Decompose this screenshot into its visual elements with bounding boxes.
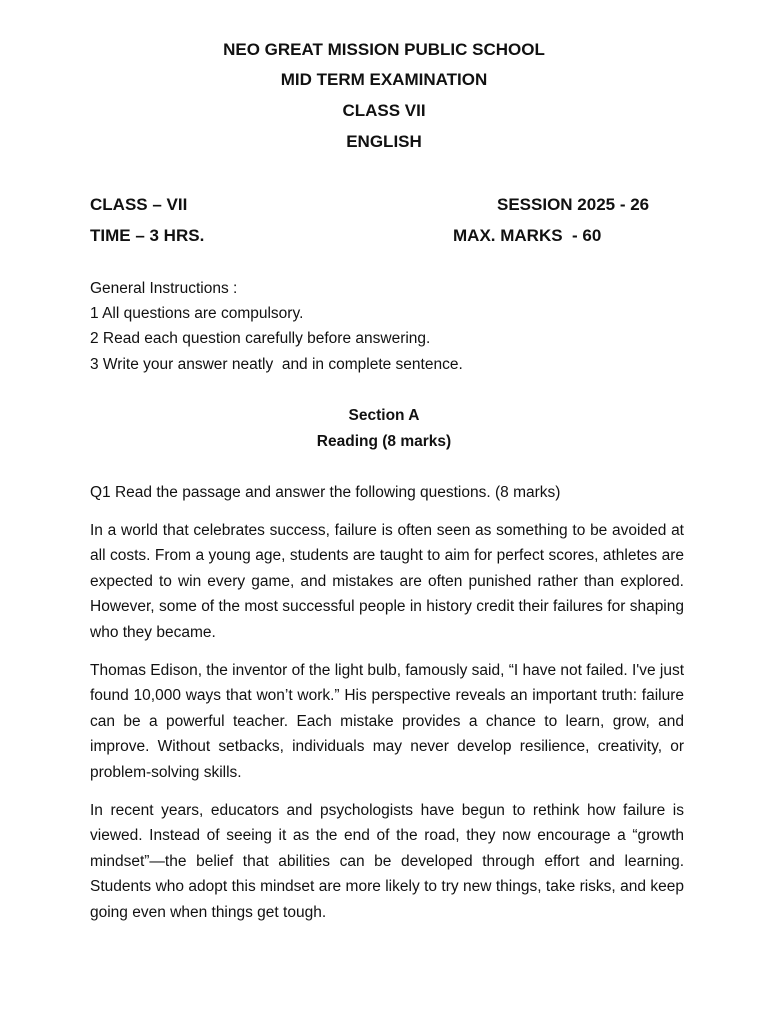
question-text: Q1 Read the passage and answer the following questions. (8 marks) xyxy=(90,484,561,501)
exam-title: MID TERM EXAMINATION xyxy=(280,70,488,89)
school-name: NEO GREAT MISSION PUBLIC SCHOOL xyxy=(223,40,545,59)
passage-paragraph: Thomas Edison, the inventor of the light bulb, famously said, “I have not failed. I've just found 10,000 ways that won’t work.” His perspective reveals an important truth: failure can be a powerful teacher. Each mistake provides a chance to learn, grow, and improve. Without setbacks, individuals may never develop resilience, creativity, or problem-solving skills. xyxy=(90,662,685,781)
max-marks-label: MAX. MARKS - 60 xyxy=(453,226,602,245)
passage-paragraph: In a world that celebrates success, failure is often seen as something to be avoided at all costs. From a young age, students are taught to aim for perfect scores, athletes are expected to win every game, and mistakes are often punished rather than explored. However, some of the most successful people in history credit their failures for shaping who they became. xyxy=(90,522,684,641)
time-label: TIME – 3 HRS. xyxy=(90,226,205,245)
instruction-item: 2 Read each question carefully before answering. xyxy=(90,330,431,347)
session-label: SESSION 2025 - 26 xyxy=(497,195,650,214)
class-title: CLASS VII xyxy=(342,101,426,120)
instruction-item: 3 Write your answer neatly and in complete sentence. xyxy=(90,356,463,373)
section-heading: Section A xyxy=(348,407,420,424)
section-subheading: Reading (8 marks) xyxy=(316,433,452,450)
instructions-title: General Instructions : xyxy=(90,280,238,297)
subject-title: ENGLISH xyxy=(346,132,422,151)
class-label: CLASS – VII xyxy=(90,195,188,214)
instruction-item: 1 All questions are compulsory. xyxy=(90,305,304,322)
passage-paragraph: In recent years, educators and psychologists have begun to rethink how failure is viewed. Instead of seeing it as the end of the road, they now encourage a “growth mindset”—the belief that abilities can be developed through effort and learning. Students who adopt this mindset are more likely to try new things, take risks, and keep going even when things get tough. xyxy=(90,802,684,921)
